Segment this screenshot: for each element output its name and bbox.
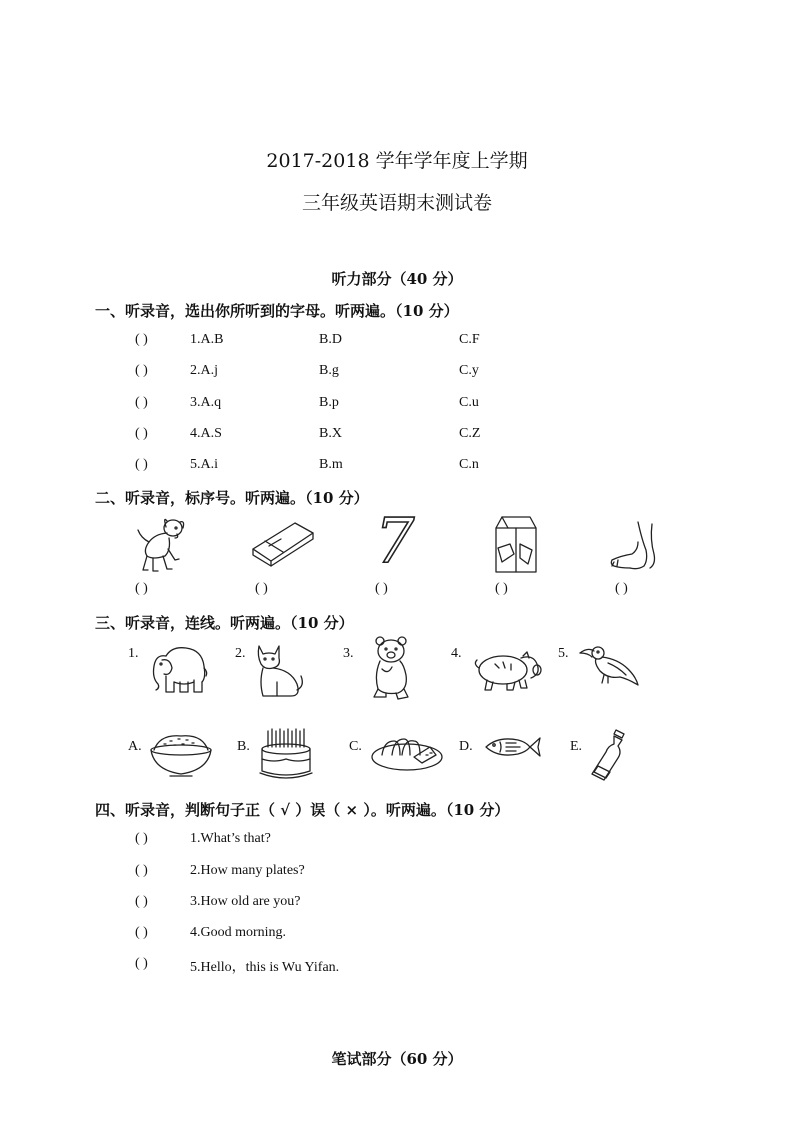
food-letter: A. bbox=[128, 739, 142, 754]
option-b: B.m bbox=[319, 457, 343, 472]
answer-blank[interactable]: ( ) bbox=[135, 457, 148, 472]
question-text: 1.What’s that? bbox=[190, 831, 271, 846]
question-text: 5.Hello，this is Wu Yifan. bbox=[190, 960, 340, 975]
section1-heading: 一、听录音，选出你所听到的字母。听两遍。（10 分） bbox=[95, 302, 459, 320]
food-letter: B. bbox=[237, 739, 250, 754]
option-b: B.X bbox=[319, 426, 342, 441]
answer-blank[interactable]: ( ) bbox=[135, 956, 148, 971]
bread-plate-icon bbox=[370, 733, 444, 773]
number-seven-icon: 7 bbox=[375, 504, 415, 577]
question-text: 4.Good morning. bbox=[190, 925, 287, 940]
food-letter: E. bbox=[570, 739, 583, 754]
answer-blank[interactable]: ( ) bbox=[135, 831, 148, 846]
option-a: 3.A.q bbox=[190, 395, 222, 410]
exam-title-line1: 2017-2018 学年学年度上学期 bbox=[266, 150, 528, 172]
writing-part-heading: 笔试部分（60 分） bbox=[331, 1050, 463, 1068]
option-a: 2.A.j bbox=[190, 363, 218, 378]
animal-number: 3. bbox=[343, 646, 354, 661]
pig-icon bbox=[473, 650, 543, 692]
option-a: 1.A.B bbox=[190, 332, 224, 347]
answer-blank[interactable]: ( ) bbox=[135, 925, 148, 940]
answer-blank[interactable]: ( ) bbox=[135, 363, 148, 378]
exam-title-line2: 三年级英语期末测试卷 bbox=[301, 192, 492, 214]
option-a: 4.A.S bbox=[190, 426, 222, 441]
section3-heading: 三、听录音，连线。听两遍。（10 分） bbox=[95, 614, 354, 632]
answer-blank[interactable]: ( ) bbox=[255, 581, 268, 596]
section2-heading: 二、听录音，标序号。听两遍。（10 分） bbox=[95, 489, 369, 507]
food-letter: C. bbox=[349, 739, 362, 754]
option-a: 5.A.i bbox=[190, 457, 218, 472]
answer-blank[interactable]: ( ) bbox=[135, 581, 148, 596]
option-c: C.Z bbox=[459, 426, 481, 441]
eraser-icon bbox=[249, 519, 317, 567]
dog-icon bbox=[133, 516, 188, 574]
animal-number: 2. bbox=[235, 646, 246, 661]
option-b: B.p bbox=[319, 395, 339, 410]
cat-icon bbox=[253, 642, 305, 700]
answer-blank[interactable]: ( ) bbox=[615, 581, 628, 596]
answer-blank[interactable]: ( ) bbox=[495, 581, 508, 596]
animal-number: 1. bbox=[128, 646, 139, 661]
birthday-cake-icon bbox=[258, 727, 314, 781]
option-b: B.g bbox=[319, 363, 339, 378]
question-text: 2.How many plates? bbox=[190, 863, 305, 878]
option-b: B.D bbox=[319, 332, 342, 347]
answer-blank[interactable]: ( ) bbox=[135, 863, 148, 878]
answer-blank[interactable]: ( ) bbox=[135, 332, 148, 347]
question-text: 3.How old are you? bbox=[190, 894, 301, 909]
option-c: C.y bbox=[459, 363, 479, 378]
bear-icon bbox=[370, 635, 414, 701]
option-c: C.u bbox=[459, 395, 479, 410]
answer-blank[interactable]: ( ) bbox=[135, 426, 148, 441]
bird-icon bbox=[578, 645, 640, 687]
section4-heading: 四、听录音，判断句子正（ √ ）误（ × ）。听两遍。（10 分） bbox=[95, 801, 510, 819]
answer-blank[interactable]: ( ) bbox=[375, 581, 388, 596]
water-bottle-icon bbox=[588, 728, 628, 782]
food-letter: D. bbox=[459, 739, 473, 754]
milk-carton-icon bbox=[490, 514, 542, 574]
animal-number: 5. bbox=[558, 646, 569, 661]
foot-icon bbox=[608, 520, 658, 572]
fish-icon bbox=[482, 734, 542, 760]
rice-bowl-icon bbox=[148, 732, 214, 780]
listening-part-heading: 听力部分（40 分） bbox=[331, 270, 463, 288]
answer-blank[interactable]: ( ) bbox=[135, 894, 148, 909]
answer-blank[interactable]: ( ) bbox=[135, 395, 148, 410]
animal-number: 4. bbox=[451, 646, 462, 661]
option-c: C.n bbox=[459, 457, 479, 472]
elephant-icon bbox=[148, 642, 208, 696]
option-c: C.F bbox=[459, 332, 480, 347]
